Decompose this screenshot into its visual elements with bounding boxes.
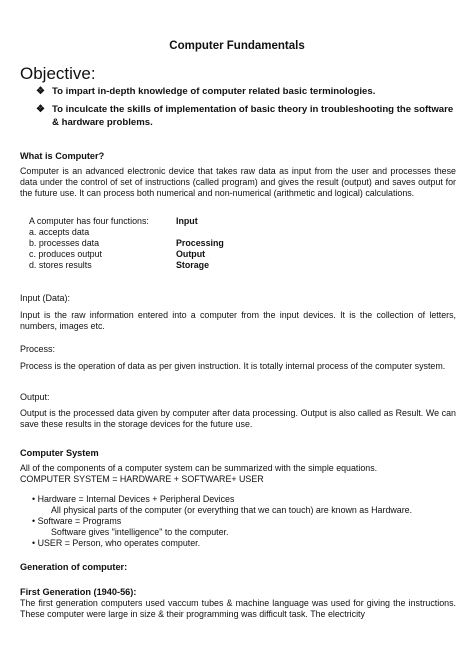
computer-functions-list — [29, 216, 269, 271]
objective-heading: Objective: — [20, 64, 96, 83]
first-generation-heading: First Generation (1940-56): — [20, 587, 137, 597]
list-item: • Software = Programs — [32, 516, 122, 526]
computer-system-line: All of the components of a computer system can be summarized with the simple equations. — [20, 463, 378, 473]
function-row — [29, 227, 269, 238]
input-paragraph: Input is the raw information entered into a computer from the input devices. It is the collection of letters, numbers, images etc. — [20, 310, 456, 332]
diamond-bullet-icon: ❖ — [36, 104, 45, 115]
diamond-bullet-icon: ❖ — [36, 86, 45, 97]
function-label: d. stores results — [29, 260, 92, 270]
function-label: A computer has four functions: — [29, 216, 149, 226]
output-paragraph: Output is the processed data given by computer after data processing. Output is also called as Result. We can save these results in the storage devices for the future use. — [20, 408, 456, 430]
list-item-detail: Software gives "intelligence" to the computer. — [51, 527, 229, 537]
function-label: a. accepts data — [29, 227, 90, 237]
what-is-computer-paragraph: Computer is an advanced electronic device that takes raw data as input from the user and processes these data under the control of set of instructions (called program) and gives the result (output) and saves output for the future use. It can process both numerical and non-numerical (arithmetic and logical) calculations. — [20, 166, 456, 199]
function-category: Output — [176, 249, 206, 259]
function-row — [29, 216, 269, 227]
function-label: b. processes data — [29, 238, 100, 248]
page-title: Computer Fundamentals — [169, 40, 305, 52]
process-label: Process: — [20, 344, 56, 354]
function-label: c. produces output — [29, 249, 103, 259]
function-category: Processing — [176, 238, 224, 248]
section-heading-computer-system: Computer System — [20, 448, 99, 458]
list-item: • Hardware = Internal Devices + Peripheral Devices — [32, 494, 235, 504]
computer-system-equation: COMPUTER SYSTEM = HARDWARE + SOFTWARE+ USER — [20, 474, 264, 484]
function-category: Storage — [176, 260, 210, 270]
first-generation-paragraph: The first generation computers used vaccum tubes & machine language was used for giving the instructions. These computer were large in size & their programming was difficult task. The electricity — [20, 598, 456, 620]
objective-item — [36, 86, 456, 99]
list-item: • USER = Person, who operates computer. — [32, 538, 201, 548]
function-row — [29, 260, 269, 271]
objective-item-text: To impart in-depth knowledge of computer related basic terminologies. — [52, 86, 376, 97]
objective-item — [36, 104, 456, 129]
input-label: Input (Data): — [20, 293, 71, 303]
section-heading-what-is-computer: What is Computer? — [20, 151, 105, 161]
function-row — [29, 238, 269, 249]
function-category: Input — [176, 216, 198, 226]
section-heading-generation: Generation of computer: — [20, 562, 128, 572]
objective-item-text: To inculcate the skills of implementation of basic theory in troubleshooting the software & hardware problems. — [52, 104, 454, 128]
process-paragraph: Process is the operation of data as per given instruction. It is totally internal process of the computer system. — [20, 361, 446, 371]
output-label: Output: — [20, 392, 50, 402]
function-row — [29, 249, 269, 260]
computer-system-list — [32, 494, 452, 549]
list-item-detail: All physical parts of the computer (or everything that we can touch) are known as Hardware. — [51, 505, 413, 515]
